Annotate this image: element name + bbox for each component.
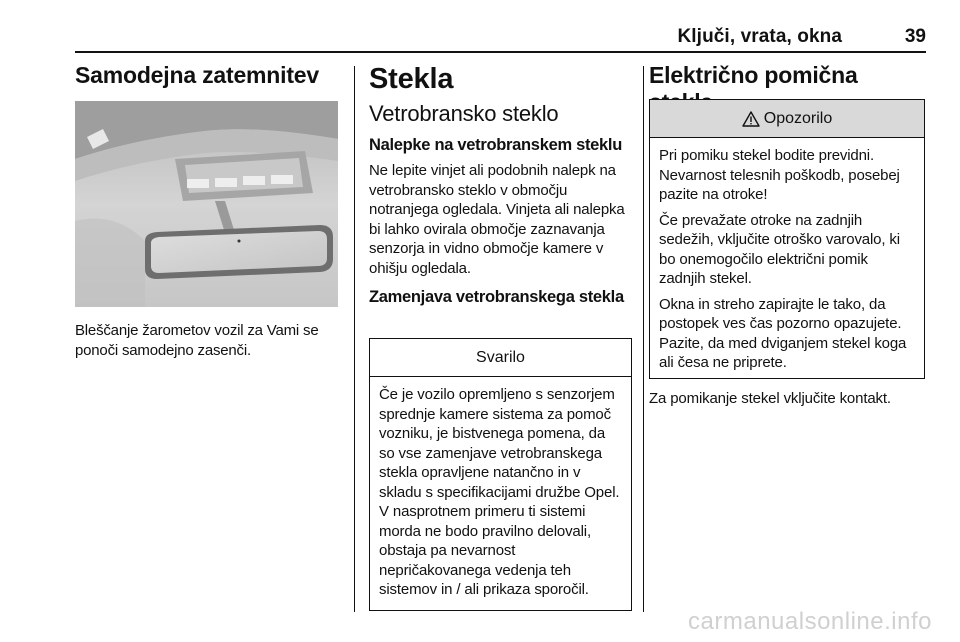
warning-paragraph: Okna in streho zapirajte le tako, da postopek ves čas pozorno opazujete. Pazite, da med dviganjem stekel koga ali česa ne priprete.	[659, 295, 907, 371]
column-divider-1	[354, 66, 355, 612]
notice-text: Če je vozilo opremljeno s senzorjem sprednje kamere sistema za pomoč vozniku, je bistvenega pomena, da so vse zamenjave vetrobranskega stekla opravljene natančno in v skladu s specifikacijami družbe Opel. V nasprotnem primeru ti sistemi morda ne bodo pravilno delovali, obstaja pa nevarnost nepričakovanega vedenja teh sistemov in / ali prikaza sporočil.	[379, 386, 620, 598]
warning-header	[650, 100, 924, 138]
subsection-title-replacement: Zamenjava vetrobranskega stekla	[369, 288, 624, 306]
paragraph-stickers: Ne lepite vinjet ali podobnih nalepk na vetrobransko steklo v območju notranjega ogledala. Vinjeta ali nalepka bi lahko ovirala območje zaznavanja senzorja in vidno območje kamere v ohišju ogledala.	[369, 162, 625, 277]
warning-box	[649, 99, 925, 379]
notice-header: Svarilo	[370, 339, 631, 377]
subsection-title-stickers: Nalepke na vetrobranskem steklu	[369, 136, 622, 154]
warning-label: Opozorilo	[763, 109, 833, 127]
warning-paragraph: Če prevažate otroke na zadnjih sedežih, vključite otroško varovalo, ki bo onemogočilo električni pomik zadnjih stekel.	[659, 211, 900, 287]
warning-body	[650, 138, 924, 373]
column-2	[369, 62, 633, 307]
warning-paragraph: Pri pomiku stekel bodite previdni. Nevarnost telesnih poškodb, posebej pazite na otroke!	[659, 147, 900, 203]
header-rule	[75, 51, 926, 53]
section-heading-auto-dimming: Samodejna zatemnitev	[75, 62, 319, 88]
rearview-mirror-photo	[75, 101, 338, 307]
page-number: 39	[904, 26, 926, 47]
column-divider-2	[643, 66, 644, 612]
column-1	[75, 62, 343, 89]
section-heading-power-windows: Električno pomična	[649, 62, 858, 88]
warning-triangle-icon	[742, 111, 760, 127]
paragraph-power-windows: Za pomikanje stekel vključite kontakt.	[649, 390, 891, 407]
watermark: carmanualsonline.info	[688, 608, 932, 635]
subheading-windscreen: Vetrobransko steklo	[369, 101, 559, 126]
notice-box	[369, 338, 632, 611]
section-heading-glass: Stekla	[369, 63, 454, 95]
header-chapter-title: Ključi, vrata, okna	[677, 26, 842, 47]
photo-caption: Bleščanje žarometov vozil za Vami se ponoči samodejno zasenči.	[75, 322, 319, 359]
